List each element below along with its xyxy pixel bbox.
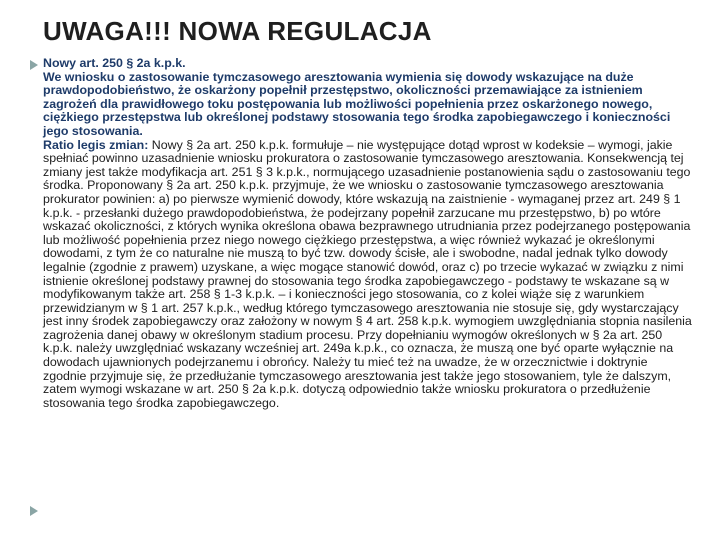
triangle-bullet-icon [30,506,38,516]
article-text: We wniosku o zastosowanie tymczasowego aresztowania wymienia się dowody wskazujące na duże prawdopodobieństwo, że oskarżony popełnił przestępstwo, okoliczności przemawiające za istnieniem zagrożeń dla prawidłowego toku postępowania lub możliwości popełnienia przez oskarżonego nowego, ciężkiego przestępstwa lub określonej podstawy stosowania tego środka zapobiegawczego i konieczności jego stosowania. [43,69,671,138]
triangle-bullet-icon [30,60,38,70]
article-heading: Nowy art. 250 § 2a k.p.k. [43,56,186,70]
ratio-legis-text: Nowy § 2a art. 250 k.p.k. formułuje – nie występujące dotąd wprost w kodeksie – wymogi, jakie spełniać powinno uzasadnienie wniosku prokuratora o zastosowanie tymczasowego aresztowania. Konsekwencją tej zmiany jest także modyfikacja art. 251 § 3 k.p.k., normującego uzasadnienie postanowienia sądu o zastosowaniu tego środka. Proponowany § 2a art. 250 k.p.k. przyjmuje, że we wniosku o zastosowanie tymczasowego aresztowania prokurator powinien: a) po pierwsze wymienić dowody, które wskazują na zaistnienie - wymaganej przez art. 249 § 1 k.p.k. - przesłanki dużego prawdopodobieństwa, że podejrzany popełnił zarzucane mu przestępstwo, b) po wtóre wskazać okoliczności, z których wynika określona obawa bezprawnego utrudniania przez podejrzanego postępowania lub możliwość popełnienia przez niego nowego ciężkiego przestępstwa, a więc również wykazać je określonymi dowodami, z tym że co naturalne nie muszą to być tzw. dowody ścisłe, ale i swobodne, nadal jednak tylko dowody legalnie (zgodnie z prawem) uzyskane, a więc mogące stanowić dowód, oraz c) po trzecie wykazać w związku z nimi istnienie określonej podstawy prawnej do stosowania tego środka zapobiegawczego - podstawy te wskazane są w modyfikowanym także art. 258 § 1-3 k.p.k. – i konieczności jego stosowania, co z kolei wiąże się z warunkiem przewidzianym w § 1 art. 257 k.p.k., według którego tymczasowego aresztowania nie stosuje się, gdy wystarczający jest inny środek zapobiegawczy oraz założony w nowym § 4 art. 258 k.p.k. wymogiem uwzględniania stopnia nasilenia zagrożenia danej obawy w określonym stadium procesu. Przy dopełnianiu wymogów określonych w § 2a art. 250 k.p.k. należy uwzględniać wskazany wcześniej art. 249a k.p.k., co oznacza, że muszą one być oparte wyłącznie na dowodach ujawnionych podejrzanemu i obrońcy. Należy tu mieć też na uwadze, że w orzecznictwie i doktrynie zgodnie przyjmuje się, że przedłużanie tymczasowego aresztowania jest także jego stosowaniem, tyle że dalszym, zatem wymogi wskazane w art. 250 § 2a k.p.k. dotyczą odpowiednio także wniosku prokuratora o przedłużenie stosowania tego środka zapobiegawczego. [43,137,692,410]
ratio-legis-label: Ratio legis zmian: [43,137,149,152]
slide-content [43,57,693,410]
slide-title: UWAGA!!! NOWA REGULACJA [43,16,432,46]
ratio-legis-paragraph [43,139,693,411]
